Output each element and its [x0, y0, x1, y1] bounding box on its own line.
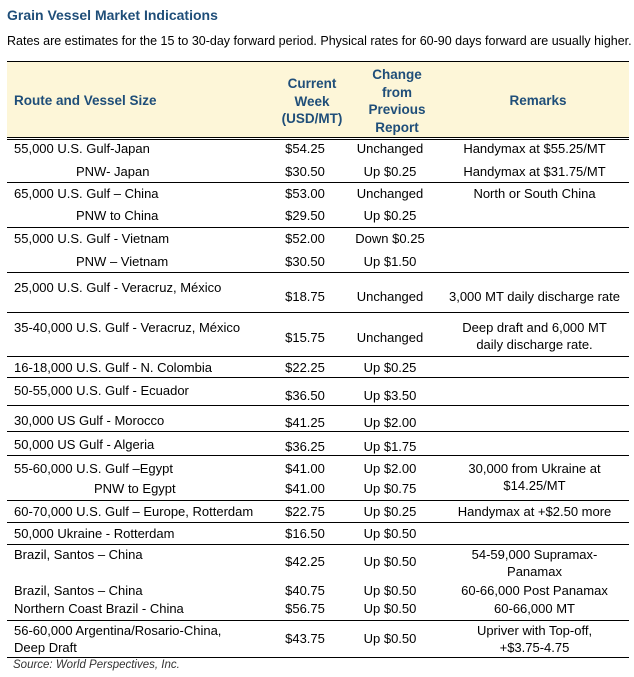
current-rate: $52.00	[285, 231, 325, 246]
route-name: PNW – Vietnam	[76, 254, 169, 269]
remarks: 3,000 MT daily discharge rate	[448, 289, 621, 304]
remarks: Upriver with Top-off,	[476, 623, 593, 638]
header-current-line: (USD/MT)	[281, 111, 343, 126]
header-change-line: from	[382, 84, 412, 100]
route-name: 50-55,000 U.S. Gulf - Ecuador	[14, 383, 189, 398]
row-divider	[7, 227, 629, 228]
route-name: 35-40,000 U.S. Gulf - Veracruz, México	[14, 320, 241, 335]
remarks: Deep draft and 6,000 MT	[462, 320, 607, 335]
current-rate: $22.25	[285, 360, 325, 375]
remarks: 60-66,000 Post Panamax	[461, 583, 608, 598]
route-name: PNW- Japan	[76, 164, 150, 179]
current-rate: $30.50	[285, 254, 325, 269]
header-change	[357, 66, 437, 136]
route-name: 55,000 U.S. Gulf - Vietnam	[14, 231, 170, 246]
rate-change: Up $1.75	[363, 439, 417, 454]
remarks: daily discharge rate.	[476, 337, 593, 352]
table-header	[7, 61, 629, 138]
header-current-line: Week	[294, 93, 330, 109]
route-name: 55-60,000 U.S. Gulf –Egypt	[14, 461, 173, 476]
rate-change: Down $0.25	[355, 231, 425, 246]
route-name: Northern Coast Brazil - China	[14, 601, 184, 616]
row-divider	[7, 544, 629, 545]
rate-change: Up $0.50	[363, 631, 417, 646]
rate-change: Unchanged	[356, 289, 424, 304]
rate-change: Up $0.25	[363, 360, 417, 375]
current-rate: $30.50	[285, 164, 325, 179]
row-divider	[7, 139, 629, 140]
row-divider	[7, 522, 629, 523]
route-name: 50,000 US Gulf - Algeria	[14, 437, 155, 452]
current-rate: $43.75	[285, 631, 325, 646]
row-divider	[7, 272, 629, 273]
route-name: 60-70,000 U.S. Gulf – Europe, Rotterdam	[14, 504, 254, 519]
remarks: Handymax at $55.25/MT	[463, 141, 606, 156]
rate-change: Up $0.50	[363, 554, 417, 569]
header-remarks: Remarks	[509, 93, 567, 108]
rate-change: Up $0.50	[363, 601, 417, 616]
rate-change: Up $0.75	[363, 481, 417, 496]
rate-change: Up $0.50	[363, 526, 417, 541]
route-name: 30,000 US Gulf - Morocco	[14, 413, 165, 428]
remarks: Handymax at +$2.50 more	[457, 504, 612, 519]
current-rate: $41.25	[285, 415, 325, 430]
remarks: Panamax	[507, 564, 562, 579]
current-rate: $36.50	[285, 388, 325, 403]
header-change-line: Report	[375, 119, 419, 135]
remarks: $14.25/MT	[503, 478, 566, 493]
remarks: North or South China	[473, 186, 596, 201]
rate-change: Up $2.00	[363, 415, 417, 430]
route-name: PNW to Egypt	[94, 481, 176, 496]
current-rate: $15.75	[285, 330, 325, 345]
remarks: 54-59,000 Supramax-	[471, 547, 598, 562]
current-rate: $22.75	[285, 504, 325, 519]
row-divider	[7, 455, 629, 456]
route-name: Brazil, Santos – China	[14, 547, 143, 562]
route-name: 55,000 U.S. Gulf-Japan	[14, 141, 150, 156]
row-divider	[7, 182, 629, 183]
rate-change: Up $0.50	[363, 583, 417, 598]
current-rate: $41.00	[285, 461, 325, 476]
remarks: +$3.75-4.75	[499, 640, 570, 655]
row-divider	[7, 500, 629, 501]
current-rate: $40.75	[285, 583, 325, 598]
route-name: 56-60,000 Argentina/Rosario-China,	[14, 623, 222, 638]
rate-change: Up $3.50	[363, 388, 417, 403]
current-rate: $56.75	[285, 601, 325, 616]
rate-change: Up $0.25	[363, 164, 417, 179]
subtitle: Rates are estimates for the 15 to 30-day forward period. Physical rates for 60-90 days forward are usually higher.	[7, 34, 632, 48]
current-rate: $54.25	[285, 141, 325, 156]
rate-change: Unchanged	[356, 141, 424, 156]
row-divider	[7, 620, 629, 621]
row-divider	[7, 405, 629, 406]
remarks: 30,000 from Ukraine at	[468, 461, 601, 476]
current-rate: $42.25	[285, 554, 325, 569]
current-rate: $16.50	[285, 526, 325, 541]
rate-change: Up $0.25	[363, 504, 417, 519]
row-divider	[7, 312, 629, 313]
row-divider	[7, 377, 629, 378]
source-note: Source: World Perspectives, Inc.	[13, 659, 180, 671]
route-name: 25,000 U.S. Gulf - Veracruz, México	[14, 280, 222, 295]
route-name: Deep Draft	[14, 640, 77, 655]
route-name: 65,000 U.S. Gulf – China	[14, 186, 159, 201]
route-name: 50,000 Ukraine - Rotterdam	[14, 526, 175, 541]
route-name: PNW to China	[76, 208, 159, 223]
rate-change: Up $1.50	[363, 254, 417, 269]
header-change-line: Change	[372, 67, 422, 82]
rate-change: Up $0.25	[363, 208, 417, 223]
current-rate: $29.50	[285, 208, 325, 223]
current-rate: $36.25	[285, 439, 325, 454]
remarks: 60-66,000 MT	[494, 601, 575, 616]
row-divider	[7, 657, 629, 658]
current-rate: $18.75	[285, 289, 325, 304]
remarks: Handymax at $31.75/MT	[463, 164, 606, 179]
header-current-line: Current	[287, 76, 337, 91]
current-rate: $41.00	[285, 481, 325, 496]
page-title: Grain Vessel Market Indications	[7, 7, 218, 23]
row-divider	[7, 356, 629, 357]
header-change-line: Previous	[368, 102, 426, 117]
route-name: Brazil, Santos – China	[14, 583, 143, 598]
rate-change: Unchanged	[356, 186, 424, 201]
header-route: Route and Vessel Size	[14, 93, 157, 108]
rate-change: Unchanged	[356, 330, 424, 345]
row-divider	[7, 431, 629, 432]
current-rate: $53.00	[285, 186, 325, 201]
route-name: 16-18,000 U.S. Gulf - N. Colombia	[14, 360, 212, 375]
rate-change: Up $2.00	[363, 461, 417, 476]
header-current	[272, 75, 352, 128]
